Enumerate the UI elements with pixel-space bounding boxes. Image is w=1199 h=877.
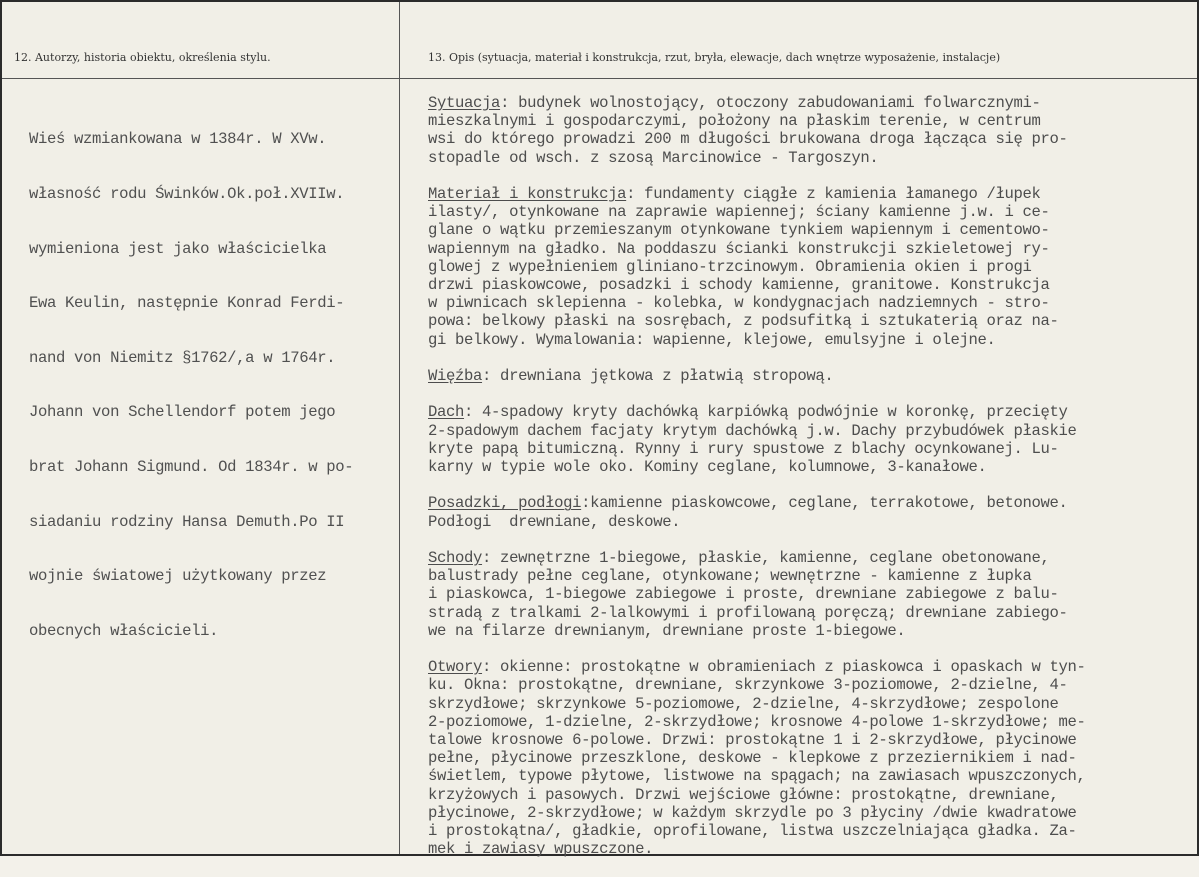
section-openings	[428, 658, 1190, 858]
section-heading: Otwory	[428, 658, 483, 677]
history-line: wojnie światowej użytkowany przez	[29, 567, 327, 586]
section-heading: Dach	[428, 403, 465, 422]
history-line: Wieś wzmiankowana w 1384r. W XVw.	[29, 130, 327, 149]
section-stairs	[428, 549, 1190, 640]
history-line: brat Johann Sigmund. Od 1834r. w po-	[29, 458, 354, 477]
history-line: wymieniona jest jako właścicielka	[29, 239, 327, 258]
section-heading: Schody	[428, 549, 483, 567]
section-heading: Posadzki, podłogi	[428, 494, 582, 513]
section-body: :kamienne piaskowcowe, ceglane, terrakotowe, betonowe. Podłogi drewniane, deskowe.	[428, 494, 1068, 531]
description-field-header: 13. Opis (sytuacja, materiał i konstrukcja, rzut, bryła, elewacje, dach wnętrze wyposażenie, instalacje)	[428, 51, 1001, 64]
history-field-header: 12. Autorzy, historia obiektu, określenia stylu.	[14, 51, 271, 64]
header-divider	[2, 78, 1197, 79]
history-line: Ewa Keulin, następnie Konrad Ferdi-	[29, 294, 345, 313]
section-heading: Więźba	[428, 367, 483, 386]
section-material-construction	[428, 185, 1190, 349]
history-line: siadaniu rodziny Hansa Demuth.Po II	[29, 512, 345, 531]
section-heading: Sytuacja	[428, 94, 501, 112]
section-roof-truss	[428, 367, 1190, 385]
description-text	[428, 94, 1190, 877]
section-body: : budynek wolnostojący, otoczony zabudowaniami folwarcznymi- mieszkalnymi i gospodarczymi, położony na płaskim terenie, w centrum wsi do którego prowadzi 200 m długości brukowana droga łącząca się pro- stopadle od wsch. z szosą Marcinowice - Targoszyn.	[428, 94, 1068, 167]
section-body: : drewniana jętkowa z płatwią stropową.	[482, 367, 834, 386]
section-floors	[428, 494, 1190, 530]
section-heading: Materiał i konstrukcja	[428, 185, 627, 203]
history-line: Johann von Schellendorf potem jego	[29, 403, 336, 422]
history-line: nand von Niemitz §1762/,a w 1764r.	[29, 348, 336, 367]
history-line: własność rodu Świnków.Ok.poł.XVIIw.	[29, 185, 345, 204]
section-roof	[428, 403, 1190, 476]
section-body: : zewnętrzne 1-biegowe, płaskie, kamienne, ceglane obetonowane, balustrady pełne ceglane, otynkowane; wewnętrzne - kamienne z łupka i piaskowca, 1-biegowe zabiegowe i proste, drewniane zabiegowe z balu- stradą z tralkami 2-lalkowymi i profilowaną poręczą; drewniane zabiego- we na filarze drewnianym, drewniane proste 1-biegowe.	[428, 549, 1068, 640]
column-divider	[399, 2, 400, 854]
history-line: obecnych właścicieli.	[29, 621, 219, 640]
section-body: : fundamenty ciągłe z kamienia łamanego /łupek ilasty/, otynkowane na zaprawie wapiennej; ściany kamienne j.w. i ce- glane o wątku przemieszanym otynkowane tynkiem wapiennym i cementowo- wapiennym na gładko. Na poddaszu ścianki konstrukcji szkieletowej ry- glowej z wypełnieniem gliniano-trzcinowym. Obramienia okien i progi drzwi piaskowcowe, posadzki i schody kamienne, granitowe. Konstrukcja w piwnicach sklepienna - kolebka, w kondygnacjach nadziemnych - stro- powa: belkowy płaski na sosrębach, z podsufitką i sztukaterią oraz na- gi belkowy. Wymalowania: wapienne, klejowe, emulsyjne i olejne.	[428, 185, 1059, 349]
section-body: : okienne: prostokątne w obramieniach z piaskowca i opaskach w tyn- ku. Okna: prostokątne, drewniane, skrzynkowe 3-poziomowe, 2-dzielne, 4- skrzydłowe; skrzynkowe 5-poziomowe, 2-dzielne, 4-skrzydłowe; zespolone 2-poziomowe, 1-dzielne, 2-skrzydłowe; krosnowe 4-polowe 1-skrzydłowe; me- talowe krosnowe 6-polowe. Drzwi: prostokątne 1 i 2-skrzydłowe, płycinowe pełne, płycinowe przeszklone, deskowe - klepkowe z przeziernikiem i nad- świetlem, typowe płytowe, listwowe na spągach; na zawiasach wpuszczonych, krzyżowych i pasowych. Drzwi wejściowe główne: prostokątne, drewniane, płycinowe, 2-skrzydłowe; w każdym skrzydle po 3 płyciny /dwie kwadratowe i prostokątna/, gładkie, oprofilowane, listwa uszczelniająca gładka. Za- mek i zawiasy wpuszczone.	[428, 658, 1086, 859]
section-body: : 4-spadowy kryty dachówką karpiówką podwójnie w koronkę, przecięty 2-spadowym dachem facjaty krytym dachówką j.w. Dachy przybudówek płaskie kryte papą bitumiczną. Rynny i rury spustowe z blachy ocynkowanej. Lu- karny w typie wole oko. Kominy ceglane, kolumnowe, 3-kanałowe.	[428, 403, 1077, 477]
history-text	[29, 94, 394, 677]
section-situation	[428, 94, 1190, 167]
